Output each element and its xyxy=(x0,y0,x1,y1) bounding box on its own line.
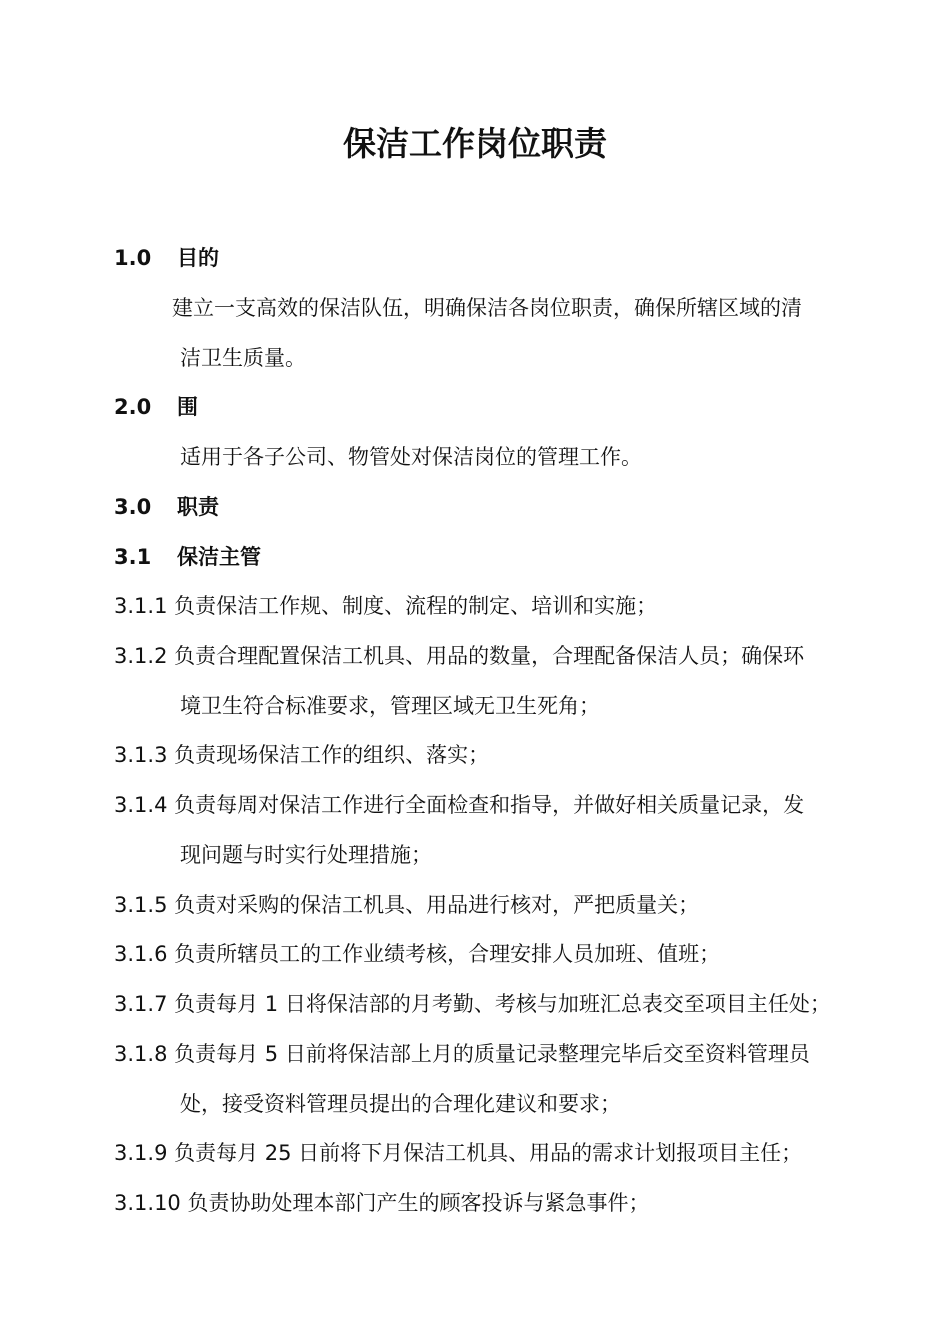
paragraph-line: 建立一支高效的保洁队伍，明确保洁各岗位职责，确保所辖区域的清 xyxy=(172,296,802,320)
list-item-continuation: 境卫生符合标准要求，管理区域无卫生死角； xyxy=(180,694,600,718)
section-number: 1.0 xyxy=(114,246,152,270)
list-item: 3.1.8 负责每月 5 日前将保洁部上月的质量记录整理完毕后交至资料管理员 xyxy=(114,1042,810,1066)
subsection-heading-supervisor xyxy=(114,543,261,571)
list-item: 3.1.5 负责对采购的保洁工机具、用品进行核对，严把质量关； xyxy=(114,893,700,917)
list-item-continuation: 现问题与时实行处理措施； xyxy=(180,843,432,867)
section-heading-duties xyxy=(114,493,219,521)
paragraph-line: 洁卫生质量。 xyxy=(180,346,306,370)
list-item: 3.1.9 负责每月 25 日前将下月保洁工机具、用品的需求计划报项目主任； xyxy=(114,1141,803,1165)
page-title: 保洁工作岗位职责 xyxy=(343,124,607,163)
section-label: 围 xyxy=(177,395,198,419)
section-number: 2.0 xyxy=(114,395,152,419)
section-heading-scope xyxy=(114,393,198,421)
list-item: 3.1.7 负责每月 1 日将保洁部的月考勤、考核与加班汇总表交至项目主任处； xyxy=(114,992,831,1016)
section-number: 3.1 xyxy=(114,545,152,569)
list-item: 3.1.10 负责协助处理本部门产生的顾客投诉与紧急事件； xyxy=(114,1191,650,1215)
paragraph-line: 适用于各子公司、物管处对保洁岗位的管理工作。 xyxy=(180,445,642,469)
list-item: 3.1.4 负责每周对保洁工作进行全面检查和指导，并做好相关质量记录，发 xyxy=(114,793,805,817)
list-item: 3.1.1 负责保洁工作规、制度、流程的制定、培训和实施； xyxy=(114,594,658,618)
section-label: 目的 xyxy=(177,246,219,270)
list-item: 3.1.3 负责现场保洁工作的组织、落实； xyxy=(114,743,490,767)
list-item: 3.1.6 负责所辖员工的工作业绩考核，合理安排人员加班、值班； xyxy=(114,942,721,966)
section-label: 职责 xyxy=(177,495,219,519)
section-number: 3.0 xyxy=(114,495,152,519)
section-label: 保洁主管 xyxy=(177,545,261,569)
list-item-continuation: 处，接受资料管理员提出的合理化建议和要求； xyxy=(180,1092,621,1116)
list-item: 3.1.2 负责合理配置保洁工机具、用品的数量，合理配备保洁人员；确保环 xyxy=(114,644,805,668)
section-heading-purpose xyxy=(114,244,219,272)
